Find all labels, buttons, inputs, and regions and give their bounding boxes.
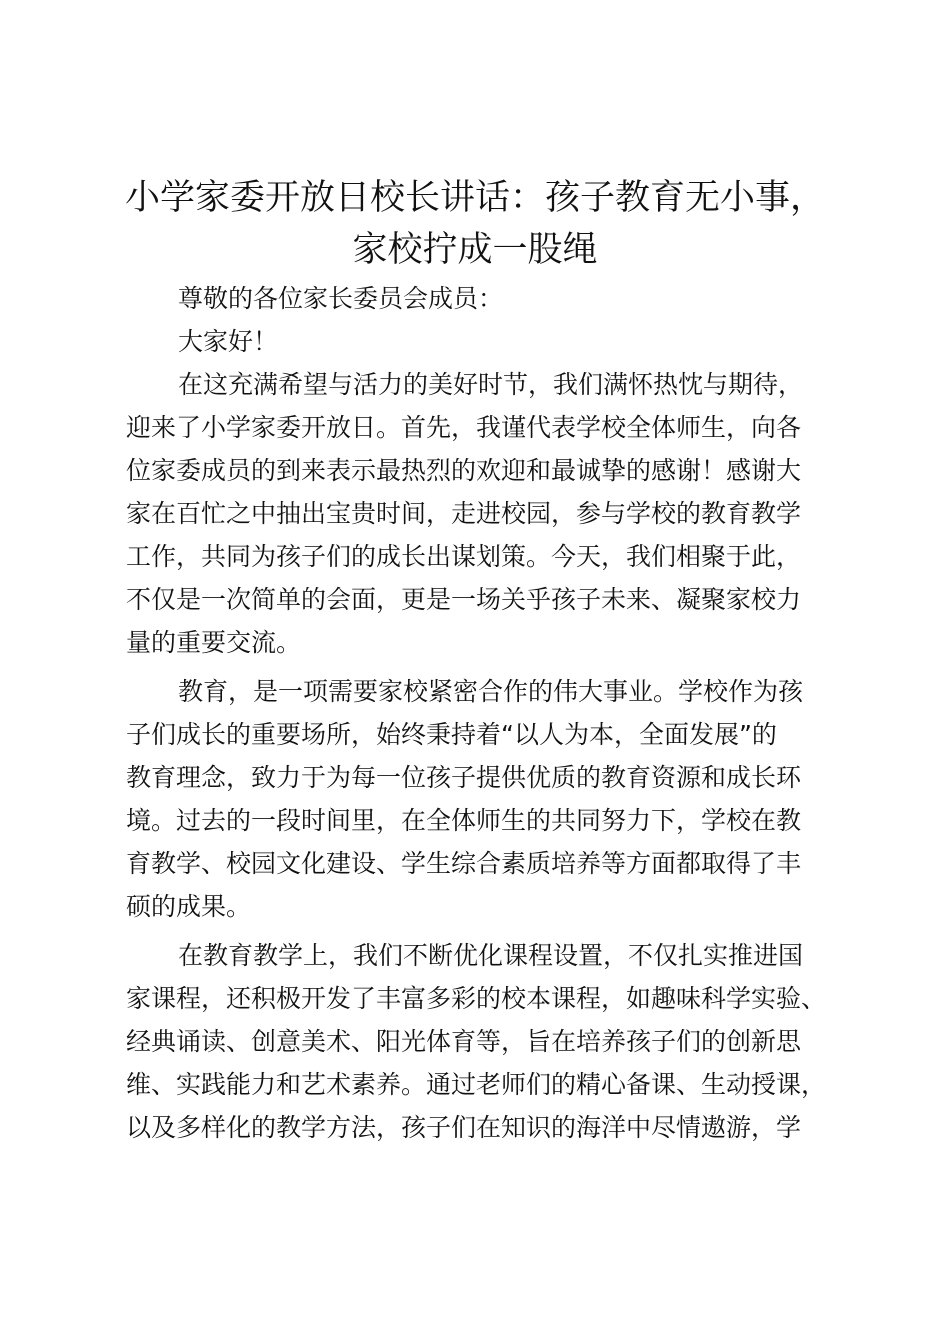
salutation: [126, 277, 836, 320]
text-line: 子们成长的重要场所，始终秉持着“以人为本，全面发展”的: [126, 720, 777, 749]
text-line: 家课程，还积极开发了丰富多彩的校本课程，如趣味科学实验、: [126, 984, 827, 1013]
paragraph-education: [126, 670, 836, 928]
paragraph-welcome: [126, 363, 836, 664]
text-line: 经典诵读、创意美术、阳光体育等，旨在培养孩子们的创新思: [126, 1027, 802, 1056]
text-line: 教育，是一项需要家校紧密合作的伟大事业。学校作为孩: [178, 677, 804, 706]
text-line: 以及多样化的教学方法，孩子们在知识的海洋中尽情遨游，学: [126, 1113, 802, 1142]
text-line: 尊敬的各位家长委员会成员：: [178, 284, 504, 313]
document-body: [126, 277, 836, 1149]
text-line: 量的重要交流。: [126, 628, 302, 657]
text-line: 维、实践能力和艺术素养。通过老师们的精心备课、生动授课，: [126, 1070, 827, 1099]
text-line: 教育理念，致力于为每一位孩子提供优质的教育资源和成长环: [126, 763, 802, 792]
text-line: 育教学、校园文化建设、学生综合素质培养等方面都取得了丰: [126, 849, 802, 878]
text-line: 在教育教学上，我们不断优化课程设置，不仅扎实推进国: [178, 941, 804, 970]
text-line: 位家委成员的到来表示最热烈的欢迎和最诚挚的感谢！感谢大: [126, 456, 802, 485]
text-line: 硕的成果。: [126, 892, 252, 921]
title-line: 家校拧成一股绳: [352, 230, 598, 270]
text-line: 境。过去的一段时间里，在全体师生的共同努力下，学校在教: [126, 806, 802, 835]
text-line: 工作，共同为孩子们的成长出谋划策。今天，我们相聚于此，: [126, 542, 802, 571]
text-line: 不仅是一次简单的会面，更是一场关乎孩子未来、凝聚家校力: [126, 585, 802, 614]
greeting: [126, 320, 836, 363]
paragraph-curriculum: [126, 934, 836, 1149]
text-line: 在这充满希望与活力的美好时节，我们满怀热忱与期待，: [178, 370, 804, 399]
text-line: 迎来了小学家委开放日。首先，我谨代表学校全体师生，向各: [126, 413, 802, 442]
document-title: [110, 172, 840, 276]
text-line: 大家好！: [178, 327, 279, 356]
title-line: 小学家委开放日校长讲话：孩子教育无小事，: [124, 178, 825, 218]
text-line: 家在百忙之中抽出宝贵时间，走进校园，参与学校的教育教学: [126, 499, 802, 528]
